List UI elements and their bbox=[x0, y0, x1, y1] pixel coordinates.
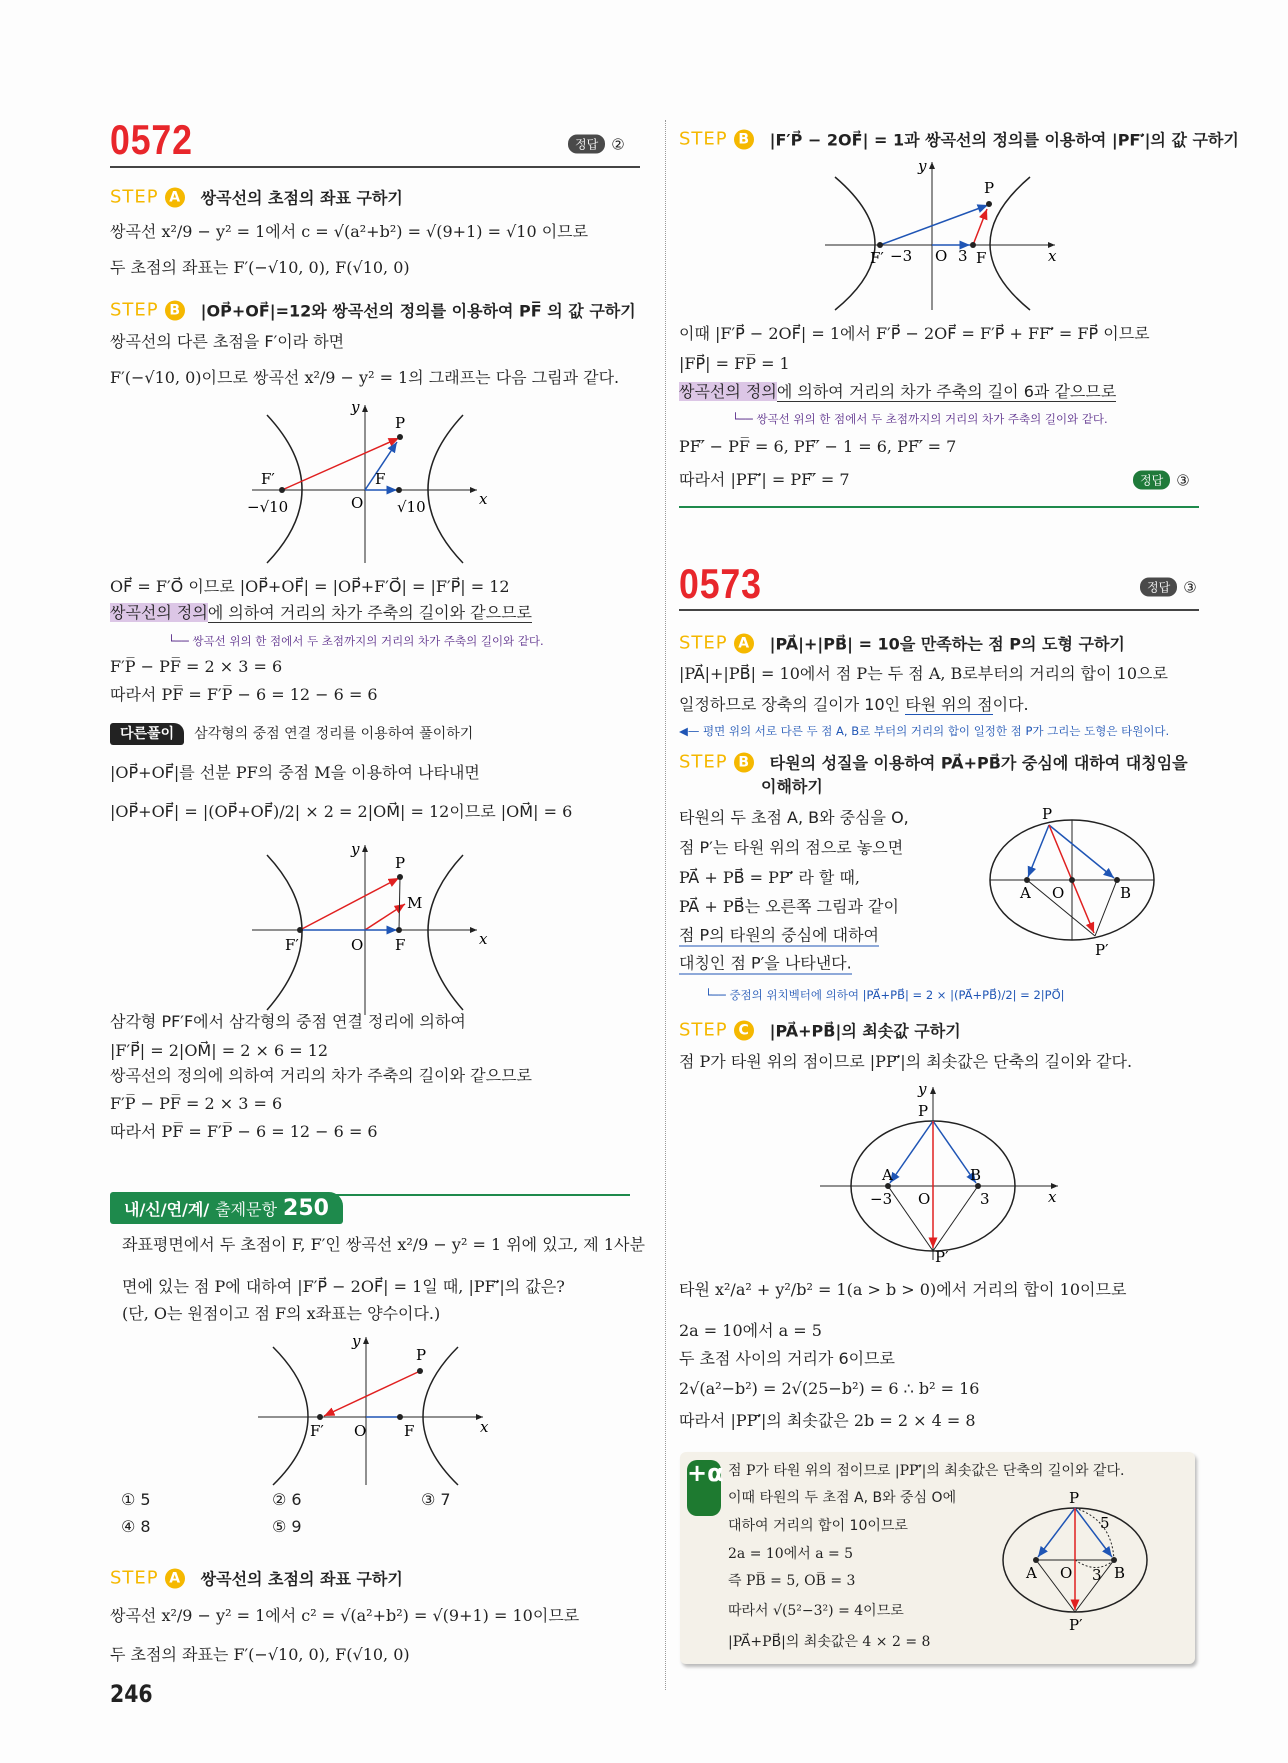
step-title: 쌍곡선의 초점의 좌표 구하기 bbox=[200, 1569, 403, 1589]
text-span: 일정하므로 장축의 길이가 10인 bbox=[679, 695, 906, 714]
text-line: 2√(a²−b²) = 2√(25−b²) = 6 ∴ b² = 16 bbox=[679, 1379, 980, 1398]
label-p-prime: P′ bbox=[1069, 1616, 1083, 1634]
text-line: |PA⃗|+|PB⃗| = 10에서 점 P는 두 점 A, B로부터의 거리의 합이 10으로 bbox=[679, 664, 1168, 683]
answer-badge bbox=[1140, 578, 1197, 597]
step-title: 쌍곡선의 초점의 좌표 구하기 bbox=[200, 188, 403, 208]
label-a: A bbox=[1020, 884, 1031, 902]
label-o: O bbox=[1060, 1564, 1073, 1582]
answer-badge bbox=[568, 135, 625, 154]
label-f: F bbox=[404, 1422, 415, 1440]
choice-1[interactable]: ① 5 bbox=[121, 1490, 151, 1509]
point-p bbox=[397, 434, 403, 440]
text-line: 쌍곡선의 정의에 의하여 거리의 차가 주축의 길이와 같으므로 bbox=[110, 1066, 533, 1085]
label-pos-root10: √10 bbox=[397, 498, 426, 516]
text-line: F′(−√10, 0)이므로 쌍곡선 x²/9 − y² = 1의 그래프는 다음 그림과 같다. bbox=[110, 368, 620, 387]
step-b-heading bbox=[110, 299, 636, 322]
header-rule bbox=[110, 166, 640, 168]
focus-f-prime bbox=[279, 487, 285, 493]
focus-b bbox=[1111, 1557, 1117, 1563]
step-tag: STEP bbox=[679, 632, 728, 654]
hyperbola-left-branch bbox=[267, 855, 302, 1010]
text-line: |F′P⃗| = 2|OM⃗| = 2 × 6 = 12 bbox=[110, 1041, 329, 1060]
hyperbola-right-branch bbox=[423, 1347, 458, 1485]
label-f: F bbox=[976, 249, 987, 267]
page-number: 246 bbox=[110, 1680, 153, 1708]
answer-value: ③ bbox=[1183, 578, 1197, 596]
vector-f1p bbox=[880, 205, 988, 245]
text-line bbox=[679, 695, 1029, 715]
focus-f-prime bbox=[877, 242, 883, 248]
text-line: 두 초점의 좌표는 F′(−√10, 0), F(√10, 0) bbox=[110, 1645, 410, 1664]
step-letter: A bbox=[734, 633, 754, 653]
step-tag: STEP bbox=[679, 1019, 728, 1041]
x-label: x bbox=[479, 930, 488, 948]
answer-label: 정답 bbox=[1140, 578, 1177, 597]
text-span: 에 의하여 거리의 차가 주축의 길이 6과 같으므로 bbox=[776, 382, 1117, 401]
answer-label: 정답 bbox=[568, 135, 605, 154]
box-line: |PA⃗+PB⃗|의 최솟값은 4 × 2 = 8 bbox=[728, 1634, 931, 1650]
answer-value: ③ bbox=[1176, 471, 1190, 489]
step-b-heading bbox=[679, 128, 1239, 151]
hyperbola-left-branch bbox=[273, 1347, 308, 1485]
text-line bbox=[679, 382, 1116, 402]
alt-solution-heading bbox=[110, 723, 473, 745]
problem-line: 좌표평면에서 두 초점이 F, F′인 쌍곡선 x²/9 − y² = 1 위에 있고, 제 1사분 bbox=[122, 1235, 645, 1254]
focus-b bbox=[1114, 877, 1120, 883]
label-neg3: −3 bbox=[870, 1190, 893, 1208]
focus-f-prime bbox=[317, 1414, 323, 1420]
step-title: |OP⃗+OF⃗|=12와 쌍곡선의 정의를 이용하여 PF̅ 의 값 구하기 bbox=[200, 301, 636, 321]
focus-f bbox=[396, 487, 402, 493]
hyperbola-figure-4 bbox=[820, 157, 1065, 312]
text-line: 두 초점 사이의 거리가 6이므로 bbox=[679, 1349, 895, 1368]
focus-a bbox=[1033, 1557, 1039, 1563]
x-label: x bbox=[479, 490, 488, 508]
hyperbola-right-branch bbox=[428, 415, 463, 563]
vector-pf1 bbox=[324, 1372, 418, 1416]
vector-f1p bbox=[300, 878, 399, 930]
text-line: 따라서 |PP′⃗|의 최솟값은 2b = 2 × 4 = 8 bbox=[679, 1411, 976, 1430]
answer-badge bbox=[1133, 471, 1190, 490]
underlined-term: 타원 위의 점 bbox=[905, 695, 993, 714]
text-line: 쌍곡선 x²/9 − y² = 1에서 c = √(a²+b²) = √(9+1) = √10 이므로 bbox=[110, 222, 589, 241]
text-line: 타원의 두 초점 A, B와 중심을 O, bbox=[679, 808, 909, 827]
ellipse-figure-1 bbox=[980, 805, 1165, 960]
step-a-heading bbox=[110, 1567, 403, 1590]
text-line: 점 P의 타원의 중심에 대하여 bbox=[679, 925, 880, 945]
label-p-prime: P′ bbox=[1095, 941, 1109, 959]
vector-fp bbox=[973, 209, 987, 245]
text-line: 쌍곡선의 다른 초점을 F′이라 하면 bbox=[110, 332, 345, 351]
label-f-prime: F′ bbox=[261, 470, 275, 488]
choice-5[interactable]: ⑤ 9 bbox=[272, 1517, 302, 1536]
x-label: x bbox=[1048, 247, 1057, 265]
label-b: B bbox=[1120, 884, 1132, 902]
text-line: 두 초점의 좌표는 F′(−√10, 0), F(√10, 0) bbox=[110, 258, 410, 277]
step-a-heading bbox=[110, 186, 403, 209]
label-p: P bbox=[1042, 805, 1053, 823]
text-line: 이때 |F′P⃗ − 2OF⃗| = 1에서 F′P⃗ − 2OF⃗ = F′P⃗ + FF′⃗ = FP⃗ 이므로 bbox=[679, 324, 1150, 343]
step-tag: STEP bbox=[679, 751, 728, 773]
step-b-heading bbox=[679, 751, 1188, 774]
text-line: 대칭인 점 P′을 나타낸다. bbox=[679, 953, 852, 973]
linked-problem-banner bbox=[110, 1192, 343, 1224]
text-line: 2a = 10에서 a = 5 bbox=[679, 1321, 822, 1340]
label-f-prime: F′ bbox=[870, 249, 884, 267]
annotation-note: └── 쌍곡선 위의 한 점에서 두 초점까지의 거리의 차가 주축의 길이와 같다. bbox=[732, 412, 1108, 426]
y-label: y bbox=[352, 1332, 361, 1350]
step-title: 타원의 성질을 이용하여 PA⃗+PB⃗가 중심에 대하여 대칭임을 bbox=[769, 753, 1188, 773]
segment-bp2 bbox=[933, 1186, 978, 1251]
label-o: O bbox=[935, 247, 948, 265]
box-line: 이때 타원의 두 초점 A, B와 중심 O에 bbox=[728, 1490, 957, 1506]
label-f-prime: F′ bbox=[310, 1422, 324, 1440]
label-b: B bbox=[1114, 1564, 1126, 1582]
highlight-term: 쌍곡선의 정의 bbox=[679, 382, 777, 401]
note-text: 쌍곡선 위의 한 점에서 두 초점까지의 거리의 차가 주축의 길이와 같다. bbox=[192, 634, 544, 648]
label-pos3: 3 bbox=[980, 1190, 990, 1208]
box-line: 대하여 거리의 합이 10이므로 bbox=[728, 1518, 908, 1534]
text-line: F′P̅ − PF̅ = 2 × 3 = 6 bbox=[110, 657, 283, 676]
point-p bbox=[986, 201, 992, 207]
text-line: 점 P가 타원 위의 점이므로 |PP′⃗|의 최솟값은 단축의 길이와 같다. bbox=[679, 1052, 1133, 1071]
focus-f-prime bbox=[297, 927, 303, 933]
highlight-term: 쌍곡선의 정의 bbox=[110, 603, 208, 622]
vector-pa bbox=[1038, 1508, 1075, 1557]
header-rule bbox=[679, 609, 1199, 611]
step-title-cont: 이해하기 bbox=[761, 777, 823, 796]
step-title: |PA⃗+PB⃗|의 최솟값 구하기 bbox=[769, 1021, 961, 1041]
label-o: O bbox=[918, 1190, 931, 1208]
step-letter: A bbox=[165, 1568, 185, 1588]
text-line: PF′̅ − PF̅ = 6, PF′̅ − 1 = 6, PF′̅ = 7 bbox=[679, 437, 957, 456]
step-a-heading bbox=[679, 632, 1125, 655]
choice-3[interactable]: ③ 7 bbox=[421, 1490, 451, 1509]
label-o: O bbox=[1052, 884, 1065, 902]
text-line: 따라서 PF̅ = F′P̅ − 6 = 12 − 6 = 6 bbox=[110, 685, 378, 704]
step-c-heading bbox=[679, 1019, 961, 1042]
note-text: 평면 위의 서로 다른 두 점 A, B로 부터의 거리의 합이 일정한 점 P가 그리는 도형은 타원이다. bbox=[703, 724, 1170, 738]
text-line: 쌍곡선 x²/9 − y² = 1에서 c² = √(a²+b²) = √(9+1) = 10이므로 bbox=[110, 1606, 580, 1625]
segment-pf bbox=[399, 877, 400, 930]
step-letter: B bbox=[734, 129, 754, 149]
label-p: P bbox=[918, 1102, 929, 1120]
step-title: |PA⃗|+|PB⃗| = 10을 만족하는 점 P의 도형 구하기 bbox=[769, 634, 1125, 654]
hyperbola-right-branch bbox=[990, 177, 1030, 310]
focus-f bbox=[396, 927, 402, 933]
x-label: x bbox=[1048, 1188, 1057, 1206]
text-line: 점 P′는 타원 위의 점으로 놓으면 bbox=[679, 838, 904, 857]
point-p bbox=[417, 1368, 423, 1374]
text-line: PA⃗ + PB⃗는 오른쪽 그림과 같이 bbox=[679, 897, 899, 916]
answer-label: 정답 bbox=[1133, 471, 1170, 490]
label-a: A bbox=[882, 1166, 893, 1184]
alt-title: 삼각형의 중점 연결 정리를 이용하여 풀이하기 bbox=[194, 726, 474, 742]
label-p-prime: P′ bbox=[935, 1248, 949, 1262]
center-o bbox=[1069, 877, 1075, 883]
plus-alpha-icon: +α bbox=[687, 1460, 721, 1516]
hyperbola-figure-1 bbox=[247, 400, 497, 565]
box-line: 점 P가 타원 위의 점이므로 |PP′⃗|의 최솟값은 단축의 길이와 같다. bbox=[728, 1463, 1125, 1479]
problem-number-0572: 0572 bbox=[110, 116, 193, 163]
label-neg-root10: −√10 bbox=[247, 498, 289, 516]
focus-f bbox=[397, 1414, 403, 1420]
section-end-rule bbox=[679, 506, 1199, 508]
box-line: 따라서 √(5²−3²) = 4이므로 bbox=[728, 1603, 904, 1619]
step-letter: B bbox=[165, 300, 185, 320]
point-p bbox=[397, 874, 403, 880]
problem-number-0573: 0573 bbox=[679, 560, 762, 607]
x-label: x bbox=[480, 1418, 489, 1436]
banner-label: 내/신/연/계/ bbox=[124, 1199, 210, 1219]
step-tag: STEP bbox=[110, 299, 159, 321]
hyperbola-figure-2 bbox=[247, 840, 497, 1018]
label-f-prime: F′ bbox=[285, 936, 299, 954]
hyperbola-right-branch bbox=[428, 855, 463, 1010]
step-tag: STEP bbox=[110, 186, 159, 208]
step-letter: A bbox=[165, 187, 185, 207]
text-line: OF⃗ = F′O⃗ 이므로 |OP⃗+OF⃗| = |OP⃗+F′O⃗| = |F′P⃗| = 12 bbox=[110, 577, 510, 596]
text-line: |FP⃗| = FP̅ = 1 bbox=[679, 354, 790, 373]
label-pos3: 3 bbox=[958, 247, 968, 265]
vector-pb bbox=[1049, 825, 1114, 878]
hyperbola-figure-3 bbox=[258, 1332, 498, 1487]
annotation-note: └── 쌍곡선 위의 한 점에서 두 초점까지의 거리의 차가 주축의 길이와 같다. bbox=[168, 634, 544, 648]
text-line: PA⃗ + PB⃗ = PP′⃗ 라 할 때, bbox=[679, 868, 861, 887]
column-divider bbox=[665, 120, 666, 1690]
vector-pa bbox=[890, 1121, 933, 1183]
step-title: |F′P⃗ − 2OF⃗| = 1과 쌍곡선의 정의를 이용하여 |PF′⃗|의 값 구하기 bbox=[769, 130, 1239, 150]
answer-value: ② bbox=[611, 135, 625, 153]
vector-pa bbox=[1028, 825, 1049, 877]
label-5: 5 bbox=[1100, 1514, 1110, 1532]
step-letter: C bbox=[734, 1020, 754, 1040]
label-m: M bbox=[407, 894, 423, 912]
label-a: A bbox=[1026, 1564, 1037, 1582]
text-line bbox=[110, 603, 532, 623]
annotation-note: └── 중점의 위치벡터에 의하여 |PA⃗+PB⃗| = 2 × |(PA⃗+PB⃗)/2| = 2|PO⃗| bbox=[705, 988, 1065, 1002]
box-line: 2a = 10에서 a = 5 bbox=[728, 1546, 854, 1562]
text-line: |OP⃗+OF⃗|를 선분 PF의 중점 M을 이용하여 나타내면 bbox=[110, 763, 480, 782]
box-line: 즉 PB̅ = 5, OB̅ = 3 bbox=[728, 1573, 856, 1589]
step-tag: STEP bbox=[679, 128, 728, 150]
label-f: F bbox=[395, 936, 406, 954]
y-label: y bbox=[918, 1082, 927, 1098]
choice-4[interactable]: ④ 8 bbox=[121, 1517, 151, 1536]
banner-rule bbox=[330, 1194, 630, 1196]
text-span: 에 의하여 거리의 차가 주축의 길이와 같으므로 bbox=[207, 603, 533, 622]
problem-line: 면에 있는 점 P에 대하여 |F′P⃗ − 2OF⃗| = 1일 때, |PF′⃗|의 값은? bbox=[122, 1277, 565, 1296]
label-p: P bbox=[984, 179, 995, 197]
alt-label: 다른풀이 bbox=[110, 723, 184, 745]
text-line: 삼각형 PF′F에서 삼각형의 중점 연결 정리에 의하여 bbox=[110, 1012, 466, 1031]
note-text: 중점의 위치벡터에 의하여 |PA⃗+PB⃗| = 2 × |(PA⃗+PB⃗)/2| = 2|PO⃗| bbox=[729, 988, 1065, 1002]
label-o: O bbox=[351, 494, 364, 512]
label-p: P bbox=[395, 414, 406, 432]
text-line: 타원 x²/a² + y²/b² = 1(a > b > 0)에서 거리의 합이 10이므로 bbox=[679, 1280, 1127, 1299]
problem-line: (단, O는 원점이고 점 F의 x좌표는 양수이다.) bbox=[122, 1304, 441, 1323]
text-line: 따라서 |PF′⃗| = PF′̅ = 7 bbox=[679, 470, 850, 489]
step-letter: B bbox=[734, 752, 754, 772]
label-3: 3 bbox=[1092, 1566, 1102, 1584]
annotation-note: ◀— 평면 위의 서로 다른 두 점 A, B로 부터의 거리의 합이 일정한 점 P가 그리는 도형은 타원이다. bbox=[679, 724, 1170, 738]
ellipse-figure-3 bbox=[992, 1490, 1162, 1635]
label-o: O bbox=[351, 936, 364, 954]
note-text: 쌍곡선 위의 한 점에서 두 초점까지의 거리의 차가 주축의 길이와 같다. bbox=[756, 412, 1108, 426]
y-label: y bbox=[351, 840, 360, 858]
y-label: y bbox=[918, 157, 927, 175]
focus-a bbox=[1024, 877, 1030, 883]
text-line: F′P̅ − PF̅ = 2 × 3 = 6 bbox=[110, 1094, 283, 1113]
label-p: P bbox=[395, 854, 406, 872]
y-label: y bbox=[351, 400, 360, 416]
hyperbola-left-branch bbox=[835, 177, 875, 310]
label-p: P bbox=[416, 1346, 427, 1364]
focus-f bbox=[970, 242, 976, 248]
banner-number: 250 bbox=[283, 1195, 329, 1221]
label-o: O bbox=[354, 1422, 367, 1440]
text-span: 이다. bbox=[992, 695, 1029, 714]
choice-2[interactable]: ② 6 bbox=[272, 1490, 302, 1509]
step-tag: STEP bbox=[110, 1567, 159, 1589]
ellipse-figure-2 bbox=[820, 1082, 1065, 1262]
banner-sublabel: 출제문항 bbox=[215, 1199, 278, 1219]
label-p: P bbox=[1069, 1490, 1080, 1507]
label-b: B bbox=[970, 1166, 982, 1184]
label-neg3: −3 bbox=[890, 247, 913, 265]
label-f: F bbox=[375, 470, 386, 488]
segment-bp2 bbox=[1095, 880, 1117, 936]
text-line: 따라서 PF̅ = F′P̅ − 6 = 12 − 6 = 6 bbox=[110, 1122, 378, 1141]
text-line: |OP⃗+OF⃗| = |(OP⃗+OF⃗)/2| × 2 = 2|OM⃗| = 12이므로 |OM⃗| = 6 bbox=[110, 802, 573, 821]
